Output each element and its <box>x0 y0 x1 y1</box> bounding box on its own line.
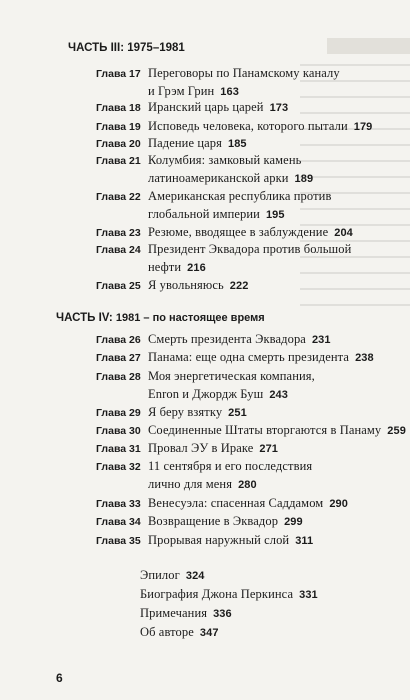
chapter-number: Глава 26 <box>96 334 141 346</box>
chapter-title: Иранский царь царей 173 <box>148 100 289 114</box>
chapter-page: 185 <box>227 138 247 150</box>
chapter-title: Переговоры по Панамскому каналу <box>148 66 340 80</box>
chapter-page: 189 <box>294 173 314 185</box>
chapter-title: Смерть президента Эквадора 231 <box>148 332 331 346</box>
chapter-title: Я беру взятку 251 <box>148 405 247 419</box>
chapter-title: Соединенные Штаты вторгаются в Панаму 259 <box>148 423 406 437</box>
chapter-number: Глава 30 <box>96 425 141 437</box>
back-matter-item: Об авторе 347 <box>140 625 219 639</box>
chapter-number: Глава 24 <box>96 244 141 256</box>
chapter-number: Глава 33 <box>96 498 141 510</box>
chapter-number: Глава 20 <box>96 138 141 150</box>
chapter-page: 251 <box>228 407 247 419</box>
back-matter-item: Эпилог 324 <box>140 568 205 582</box>
chapter-page: 163 <box>220 86 239 98</box>
chapter-number: Глава 17 <box>96 68 141 80</box>
chapter-page: 238 <box>355 352 374 364</box>
chapter-page: 216 <box>187 262 206 274</box>
chapter-title: Венесуэла: спасенная Саддамом 290 <box>148 496 348 510</box>
chapter-number: Глава 25 <box>96 280 141 292</box>
back-matter-item: Биография Джона Перкинса 331 <box>140 587 318 601</box>
chapter-page: 173 <box>269 102 289 114</box>
chapter-page: 311 <box>295 535 314 547</box>
back-matter-page: 331 <box>299 589 318 601</box>
chapter-title: Возвращение в Эквадор 299 <box>148 514 303 528</box>
chapter-page: 231 <box>311 334 331 346</box>
back-matter-page: 336 <box>213 608 232 620</box>
chapter-title: Панама: еще одна смерть президента 238 <box>148 350 374 364</box>
part-3-label: ЧАСТЬ III: <box>68 42 125 54</box>
chapter-number: Глава 35 <box>96 535 141 547</box>
chapter-number: Глава 29 <box>96 407 141 419</box>
chapter-number: Глава 31 <box>96 443 141 455</box>
chapter-title: Я увольняюсь 222 <box>148 278 249 292</box>
chapter-page: 222 <box>229 280 249 292</box>
chapter-title-line-2: Enron и Джордж Буш 243 <box>148 387 288 401</box>
chapter-title: Резюме, вводящее в заблуждение 204 <box>148 225 353 239</box>
back-matter-item: Примечания 336 <box>140 606 232 620</box>
chapter-page: 179 <box>353 121 373 133</box>
chapter-page: 290 <box>329 498 348 510</box>
chapter-number: Глава 21 <box>96 155 141 167</box>
chapter-title-line-2: лично для меня 280 <box>148 477 257 491</box>
chapter-number: Глава 32 <box>96 461 141 473</box>
chapter-title: 11 сентября и его последствия <box>148 459 313 473</box>
chapter-title: Прорывая наружный слой 311 <box>148 533 314 547</box>
chapter-number: Глава 34 <box>96 516 141 528</box>
chapter-title: Президент Эквадора против большой <box>148 242 352 256</box>
chapter-title: Моя энергетическая компания, <box>148 369 315 383</box>
back-matter-page: 324 <box>185 570 205 582</box>
chapter-title-line-2: латиноамериканской арки 189 <box>148 171 314 185</box>
chapter-number: Глава 18 <box>96 102 141 114</box>
chapter-page: 271 <box>259 443 279 455</box>
chapter-page: 259 <box>387 425 406 437</box>
back-matter-page: 347 <box>199 627 219 639</box>
chapter-number: Глава 23 <box>96 227 141 239</box>
chapter-title-line-2: глобальной империи 195 <box>148 207 285 221</box>
part-3-heading <box>68 42 185 54</box>
chapter-title: Падение царя 185 <box>148 136 247 150</box>
chapter-page: 204 <box>334 227 353 239</box>
bleed-through-lines <box>300 50 410 470</box>
part-4-label: ЧАСТЬ IV: <box>56 312 113 324</box>
chapter-title: Американская республика против <box>148 189 332 203</box>
chapter-page: 280 <box>238 479 257 491</box>
chapter-page: 243 <box>269 389 288 401</box>
chapter-page: 299 <box>284 516 303 528</box>
chapter-number: Глава 27 <box>96 352 141 364</box>
part-3-years: 1975–1981 <box>127 42 185 54</box>
chapter-number: Глава 19 <box>96 121 141 133</box>
chapter-title-line-2: и Грэм Грин 163 <box>148 84 239 98</box>
chapter-number: Глава 22 <box>96 191 141 203</box>
chapter-title: Исповедь человека, которого пытали 179 <box>148 119 373 133</box>
part-4-years: 1981 – по настоящее время <box>115 312 265 324</box>
chapter-number: Глава 28 <box>96 371 141 383</box>
page-number: 6 <box>56 671 63 685</box>
chapter-title: Колумбия: замковый камень <box>148 153 302 167</box>
part-4-heading <box>56 312 265 324</box>
chapter-title: Провал ЭУ в Ираке 271 <box>148 441 279 455</box>
chapter-title-line-2: нефти 216 <box>148 260 206 274</box>
chapter-page: 195 <box>265 209 285 221</box>
